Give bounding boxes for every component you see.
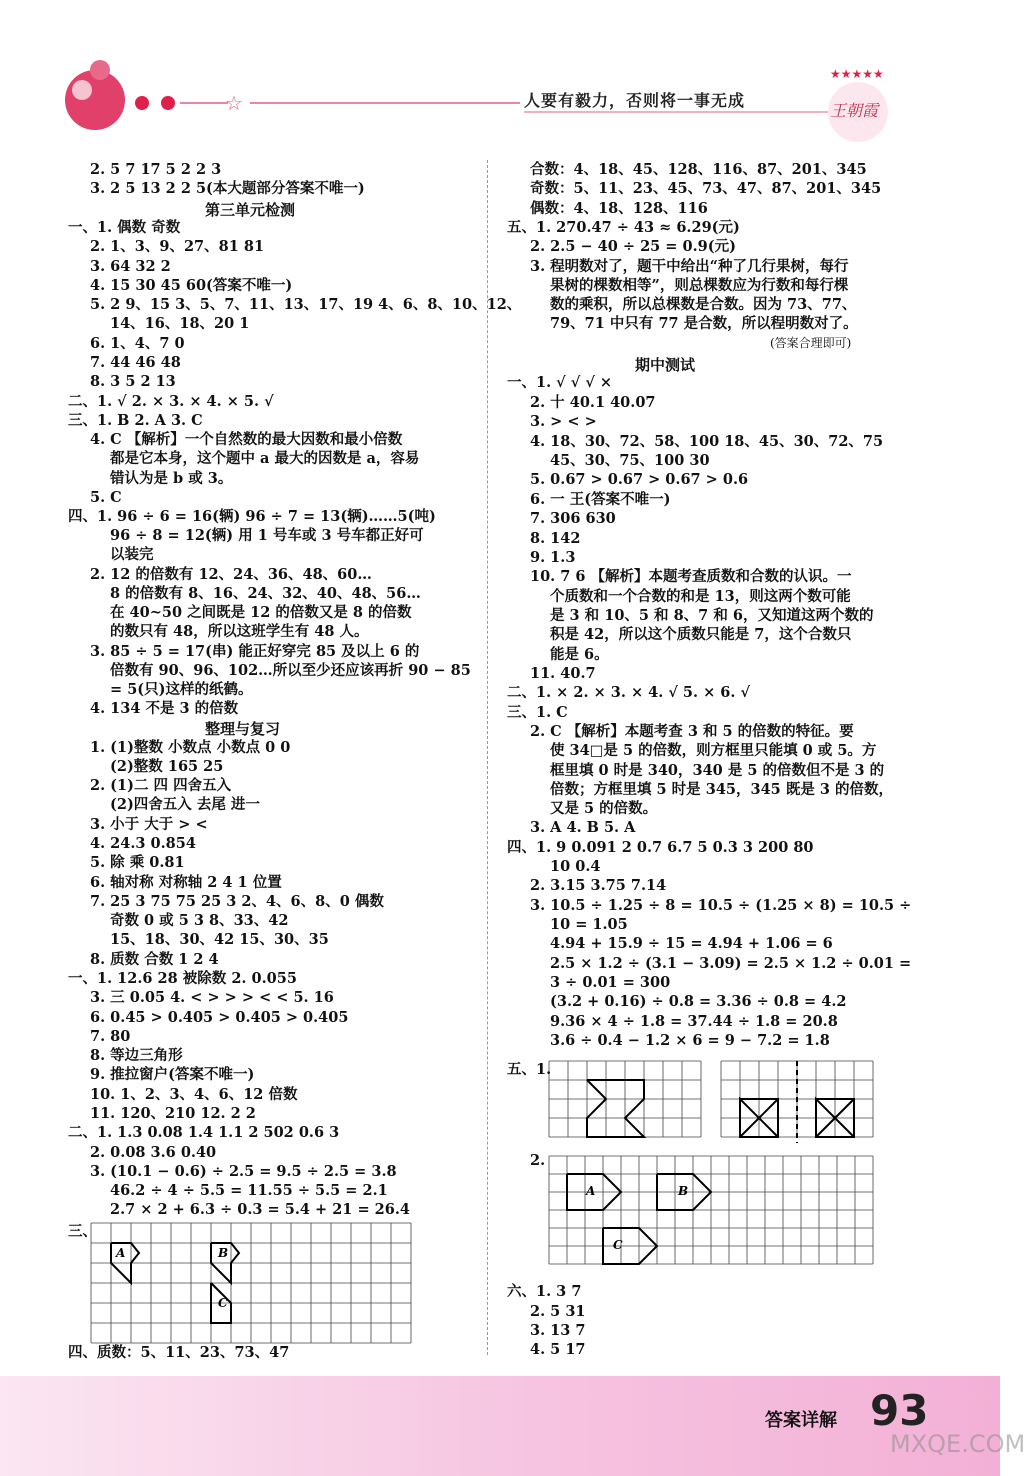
answer-line: 3. 85 ÷ 5 = 17(串) 能正好穿完 85 及以上 6 的 (90, 643, 420, 660)
answer-line: 个质数和一个合数的和是 13，则这两个数可能 (550, 588, 851, 605)
answer-line: 又是 5 的倍数。 (550, 800, 658, 817)
answer-line: 2.5 × 1.2 ÷ (3.1 − 3.09) = 2.5 × 1.2 ÷ 0.01 = (550, 955, 912, 972)
answer-line: 使 34□是 5 的倍数，则方框里只能填 0 或 5。方 (550, 742, 877, 759)
answer-line: 四、质数：5、11、23、73、47 (68, 1344, 290, 1361)
answer-line: 8 的倍数有 8、16、24、32、40、48、56… (110, 585, 421, 602)
answer-line: 合数：4、18、45、128、116、87、201、345 (530, 161, 867, 178)
answer-line: 数的乘积，所以总棵数是合数。因为 73、77、 (550, 296, 857, 313)
section-title: 期中测试 (635, 356, 696, 374)
answer-line: 六、1. 3 7 (507, 1283, 582, 1300)
answer-line: 7. 25 3 75 75 25 3 2、4、6、8、0 偶数 (90, 893, 384, 910)
column-divider (487, 160, 488, 1355)
answer-line: 3. 小于 大于 > < (90, 816, 208, 833)
grid-figure-translation-2 (720, 1060, 875, 1144)
answer-line: 10. 1、2、3、4、6、12 倍数 (90, 1086, 298, 1103)
answer-line: 8. 质数 合数 1 2 4 (90, 951, 219, 968)
answer-line: 10 = 1.05 (550, 916, 628, 933)
shape-label-b: B (218, 1246, 229, 1260)
answer-line: 7. 44 46 48 (90, 354, 181, 371)
answer-line: 3. 程明数对了，题干中给出“种了几行果树，每行 (530, 258, 849, 275)
answer-line: 7. 306 630 (530, 510, 616, 527)
footer-label: 答案详解 (765, 1410, 837, 1431)
answer-line: 五、1. 270.47 ÷ 43 ≈ 6.29(元) (507, 219, 740, 236)
section-title: 整理与复习 (205, 720, 281, 738)
answer-line: 14、16、18、20 1 (110, 315, 250, 332)
answer-line: 二、1. 1.3 0.08 1.4 1.1 2 502 0.6 3 (68, 1124, 340, 1141)
answer-line: (2)整数 165 25 (110, 758, 224, 775)
answer-line: 4. 134 不是 3 的倍数 (90, 700, 239, 717)
answer-line: 8. 142 (530, 530, 581, 547)
answer-line: 4.94 + 15.9 ÷ 15 = 4.94 + 1.06 = 6 (550, 935, 833, 952)
answer-line: 是 3 和 10、5 和 8、7 和 6，又知道这两个数的 (550, 607, 874, 624)
answer-line: 6. 0.45 > 0.405 > 0.405 > 0.405 (90, 1009, 349, 1026)
answer-line: = 5(只)这样的纸鹤。 (110, 681, 253, 698)
answer-line: 6. 一 王(答案不唯一) (530, 491, 671, 508)
answer-line: 3. 10.5 ÷ 1.25 ÷ 8 = 10.5 ÷ (1.25 × 8) = 10.5 ÷ (530, 897, 912, 914)
answer-line: 框里填 0 时是 340，340 是 5 的倍数但不是 3 的 (550, 762, 885, 779)
answer-line: 2. 十 40.1 40.07 (530, 394, 656, 411)
svg-text:★★★★★: ★★★★★ (830, 67, 884, 81)
answer-line: 79、71 中只有 77 是合数，所以程明数对了。 (550, 315, 858, 332)
answer-line: 8. 3 5 2 13 (90, 373, 176, 390)
answer-line: 的数只有 48，所以这班学生有 48 人。 (110, 623, 369, 640)
answer-line: 奇数：5、11、23、45、73、47、87、201、345 (530, 180, 882, 197)
answer-line: 5. 除 乘 0.81 (90, 854, 185, 871)
page-footer (0, 1376, 1000, 1476)
answer-line: 5. 2 9、15 3、5、7、11、13、17、19 4、6、8、10、12、 (90, 296, 522, 313)
answer-line: 1. (1)整数 小数点 小数点 0 0 (90, 739, 291, 756)
answer-line: 11. 40.7 (530, 665, 596, 682)
answer-line: 三、1. C (507, 704, 568, 721)
answer-line: 二、1. × 2. × 3. × 4. √ 5. × 6. √ (507, 684, 751, 701)
answer-line: 4. 24.3 0.854 (90, 835, 196, 852)
answer-line: 积是 42，所以这个质数只能是 7，这个合数只 (550, 626, 852, 643)
answer-line: 一、1. √ √ √ × (507, 374, 613, 391)
answer-line: 一、1. 12.6 28 被除数 2. 0.055 (68, 970, 297, 987)
answer-line: 一、1. 偶数 奇数 (68, 219, 181, 236)
answer-line: 2. 5 7 17 5 2 2 3 (90, 161, 222, 178)
answer-line: 三、 (68, 1223, 97, 1240)
answer-line: (2)四舍五入 去尾 进一 (110, 796, 260, 813)
answer-line: 倍数；方框里填 5 时是 345，345 既是 3 的倍数， (550, 781, 893, 798)
answer-line: 3. > < > (530, 413, 597, 430)
answer-line: (3.2 + 0.16) ÷ 0.8 = 3.36 ÷ 0.8 = 4.2 (550, 993, 847, 1010)
answer-line: 7. 80 (90, 1028, 131, 1045)
svg-text:☆: ☆ (225, 91, 243, 115)
answer-line: 9.36 × 4 ÷ 1.8 = 37.44 ÷ 1.8 = 20.8 (550, 1013, 838, 1030)
answer-line: 9. 推拉窗户(答案不唯一) (90, 1066, 255, 1083)
answer-line: 8. 等边三角形 (90, 1047, 183, 1064)
answer-line: 3 ÷ 0.01 = 300 (550, 974, 671, 991)
answer-line: 2.7 × 2 + 6.3 ÷ 0.3 = 5.4 + 21 = 26.4 (110, 1201, 410, 1218)
answer-line: 2. 2.5 − 40 ÷ 25 = 0.9(元) (530, 238, 736, 255)
answer-line: 46.2 ÷ 4 ÷ 5.5 = 11.55 ÷ 5.5 = 2.1 (110, 1182, 388, 1199)
answer-line: 三、1. B 2. A 3. C (68, 412, 203, 429)
answer-line: 二、1. √ 2. × 3. × 4. × 5. √ (68, 393, 274, 410)
answer-line: 错认为是 b 或 3。 (110, 470, 233, 487)
answer-line: 2. 1、3、9、27、81 81 (90, 238, 265, 255)
shape-label-a: A (116, 1246, 126, 1260)
answer-line: 都是它本身，这个题中 a 最大的因数是 a，容易 (110, 450, 420, 467)
watermark: MXQE.COM (890, 1430, 1025, 1458)
grid-figure-symmetry (90, 1222, 420, 1346)
answer-line: 4. 15 30 45 60(答案不唯一) (90, 277, 293, 294)
answer-line: 五、1. (507, 1061, 552, 1078)
answer-line: 偶数：4、18、128、116 (530, 200, 708, 217)
answer-line: 奇数 0 或 5 3 8、33、42 (110, 912, 289, 929)
answer-line: 5. 0.67 > 0.67 > 0.67 > 0.6 (530, 471, 749, 488)
answer-line: 3. 2 5 13 2 2 5(本大题部分答案不唯一) (90, 180, 365, 197)
answer-line: 3. A 4. B 5. A (530, 819, 636, 836)
answer-line: 以装完 (110, 546, 154, 563)
answer-line: 6. 1、4、7 0 (90, 335, 185, 352)
answer-line: 2. (530, 1152, 546, 1169)
answer-line: 2. 0.08 3.6 0.40 (90, 1144, 217, 1161)
answer-line: 2. 12 的倍数有 12、24、36、48、60… (90, 566, 372, 583)
answer-line: 四、1. 9 0.091 2 0.7 6.7 5 0.3 3 200 80 (507, 839, 814, 856)
answer-line: 4. C 【解析】一个自然数的最大因数和最小倍数 (90, 431, 403, 448)
answer-line: 2. 3.15 3.75 7.14 (530, 877, 667, 894)
page-number: 93 (870, 1386, 929, 1435)
answer-line: 2. (1)二 四 四舍五入 (90, 777, 232, 794)
shape-label-c: C (218, 1296, 228, 1310)
answer-line: 10. 7 6 【解析】本题考查质数和合数的认识。一 (530, 568, 852, 585)
answer-line: (答案合理即可) (770, 336, 852, 350)
answer-line: 4. 18、30、72、58、100 18、45、30、72、75 (530, 433, 884, 450)
header-motto: 人要有毅力，否则将一事无成 (524, 91, 746, 110)
grid-figure-translation-1 (548, 1060, 703, 1144)
answer-line: 4. 5 17 (530, 1341, 586, 1358)
answer-line: 3. 64 32 2 (90, 258, 171, 275)
answer-line: 果树的棵数相等”，则总棵数应为行数和每行棵 (550, 277, 849, 294)
section-title: 第三单元检测 (205, 201, 296, 219)
answer-line: 3. 三 0.05 4. < > > > < < 5. 16 (90, 989, 334, 1006)
answer-line: 11. 120、210 12. 2 2 (90, 1105, 256, 1122)
shape-h (587, 1080, 644, 1137)
answer-line: 9. 1.3 (530, 549, 576, 566)
flag-label-c: C (613, 1238, 623, 1252)
answer-line: 能是 6。 (550, 646, 609, 663)
answer-line: 96 ÷ 8 = 12(辆) 用 1 号车或 3 号车都正好可 (110, 527, 424, 544)
answer-line: 3.6 ÷ 0.4 − 1.2 × 6 = 9 − 7.2 = 1.8 (550, 1032, 830, 1049)
brand-logo: 王朝霞 (830, 101, 879, 120)
answer-line: 3. (10.1 − 0.6) ÷ 2.5 = 9.5 ÷ 2.5 = 3.8 (90, 1163, 397, 1180)
answer-line: 45、30、75、100 30 (550, 452, 710, 469)
answer-line: 3. 13 7 (530, 1322, 586, 1339)
answer-line: 四、1. 96 ÷ 6 = 16(辆) 96 ÷ 7 = 13(辆)……5(吨) (68, 508, 436, 525)
flag-label-b: B (678, 1184, 689, 1198)
answer-line: 10 0.4 (550, 858, 601, 875)
flag-label-a: A (586, 1184, 596, 1198)
answer-line: 2. C 【解析】本题考查 3 和 5 的倍数的特征。要 (530, 723, 854, 740)
answer-line: 倍数有 90、96、102…所以至少还应该再折 90 − 85 (110, 662, 471, 679)
answer-line: 15、18、30、42 15、30、35 (110, 931, 329, 948)
answer-line: 2. 5 31 (530, 1303, 586, 1320)
grid-figure-flags (548, 1155, 873, 1265)
answer-line: 在 40~50 之间既是 12 的倍数又是 8 的倍数 (110, 604, 412, 621)
answer-line: 5. C (90, 489, 122, 506)
answer-line: 6. 轴对称 对称轴 2 4 1 位置 (90, 874, 282, 891)
